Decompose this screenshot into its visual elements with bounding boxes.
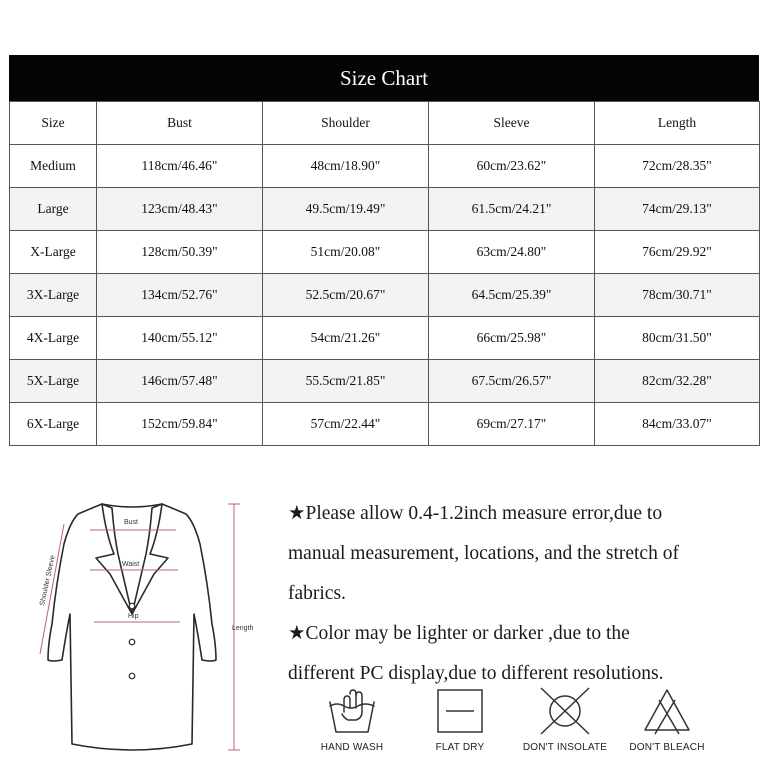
note-line: different PC display,due to different resolutions. [288, 663, 664, 684]
size-chart-table [9, 101, 760, 446]
table-cell: 80cm/31.50" [595, 317, 760, 360]
hip-label: Hip [128, 613, 139, 620]
table-row [10, 274, 760, 317]
header-sleeve: Sleeve [429, 102, 595, 145]
table-cell: 64.5cm/25.39" [429, 274, 595, 317]
table-cell: 69cm/27.17" [429, 403, 595, 446]
table-cell: 76cm/29.92" [595, 231, 760, 274]
table-cell: 61.5cm/24.21" [429, 188, 595, 231]
coat-button [129, 639, 135, 645]
table-cell: 118cm/46.46" [97, 145, 263, 188]
table-cell: 66cm/25.98" [429, 317, 595, 360]
table-cell: 140cm/55.12" [97, 317, 263, 360]
coat-button [129, 603, 135, 609]
header-size: Size [10, 102, 97, 145]
table-cell: 84cm/33.07" [595, 403, 760, 446]
table-cell: 57cm/22.44" [263, 403, 429, 446]
table-cell: 146cm/57.48" [97, 360, 263, 403]
table-cell: 78cm/30.71" [595, 274, 760, 317]
waist-label: Waist [122, 561, 140, 568]
note-line: ★Color may be lighter or darker ,due to the [288, 623, 630, 644]
table-cell: 74cm/29.13" [595, 188, 760, 231]
table-header-row [10, 102, 760, 145]
table-cell: 60cm/23.62" [429, 145, 595, 188]
table-cell: 49.5cm/19.49" [263, 188, 429, 231]
header-shoulder: Shoulder [263, 102, 429, 145]
bust-label: Bust [124, 519, 139, 526]
table-row [10, 403, 760, 446]
care-flat-dry [415, 686, 505, 753]
table-cell: 5X-Large [10, 360, 97, 403]
care-label-dont-bleach: DON'T BLEACH [629, 742, 705, 753]
table-cell: 128cm/50.39" [97, 231, 263, 274]
table-row [10, 360, 760, 403]
table-cell: 55.5cm/21.85" [263, 360, 429, 403]
coat-body [48, 504, 216, 750]
dont-insolate-icon [535, 686, 595, 736]
size-chart-title: Size Chart [9, 55, 759, 101]
table-cell: 63cm/24.80" [429, 231, 595, 274]
care-dont-insolate [520, 686, 610, 753]
flat-dry-icon [430, 686, 490, 736]
table-cell: 134cm/52.76" [97, 274, 263, 317]
care-label-dont-insolate: DON'T INSOLATE [522, 742, 608, 753]
note-line: manual measurement, locations, and the stretch of [288, 543, 679, 564]
table-cell: 123cm/48.43" [97, 188, 263, 231]
hand-wash-icon [322, 686, 382, 736]
table-cell: 152cm/59.84" [97, 403, 263, 446]
measurement-notes [288, 494, 758, 694]
table-cell: 54cm/21.26" [263, 317, 429, 360]
note-line: fabrics. [288, 583, 346, 604]
table-cell: 51cm/20.08" [263, 231, 429, 274]
table-row [10, 145, 760, 188]
care-label-hand-wash: HAND WASH [320, 742, 384, 753]
coat-measurement-diagram [22, 494, 267, 758]
dont-bleach-icon [637, 686, 697, 736]
table-cell: 52.5cm/20.67" [263, 274, 429, 317]
header-length: Length [595, 102, 760, 145]
coat-button [129, 673, 135, 679]
table-row [10, 317, 760, 360]
table-cell: Medium [10, 145, 97, 188]
table-cell: 3X-Large [10, 274, 97, 317]
care-dont-bleach [622, 686, 712, 753]
table-row [10, 231, 760, 274]
table-cell: 82cm/32.28" [595, 360, 760, 403]
note-line: ★Please allow 0.4-1.2inch measure error,due to [288, 503, 663, 524]
care-label-flat-dry: FLAT DRY [435, 742, 485, 753]
shoulder-sleeve-label: Shoulder Sleeve [39, 554, 57, 607]
table-cell: 72cm/28.35" [595, 145, 760, 188]
table-cell: Large [10, 188, 97, 231]
table-row [10, 188, 760, 231]
length-label: Length [232, 625, 254, 632]
table-cell: X-Large [10, 231, 97, 274]
care-hand-wash [307, 686, 397, 753]
header-bust: Bust [97, 102, 263, 145]
table-cell: 4X-Large [10, 317, 97, 360]
table-cell: 48cm/18.90" [263, 145, 429, 188]
table-cell: 6X-Large [10, 403, 97, 446]
table-cell: 67.5cm/26.57" [429, 360, 595, 403]
